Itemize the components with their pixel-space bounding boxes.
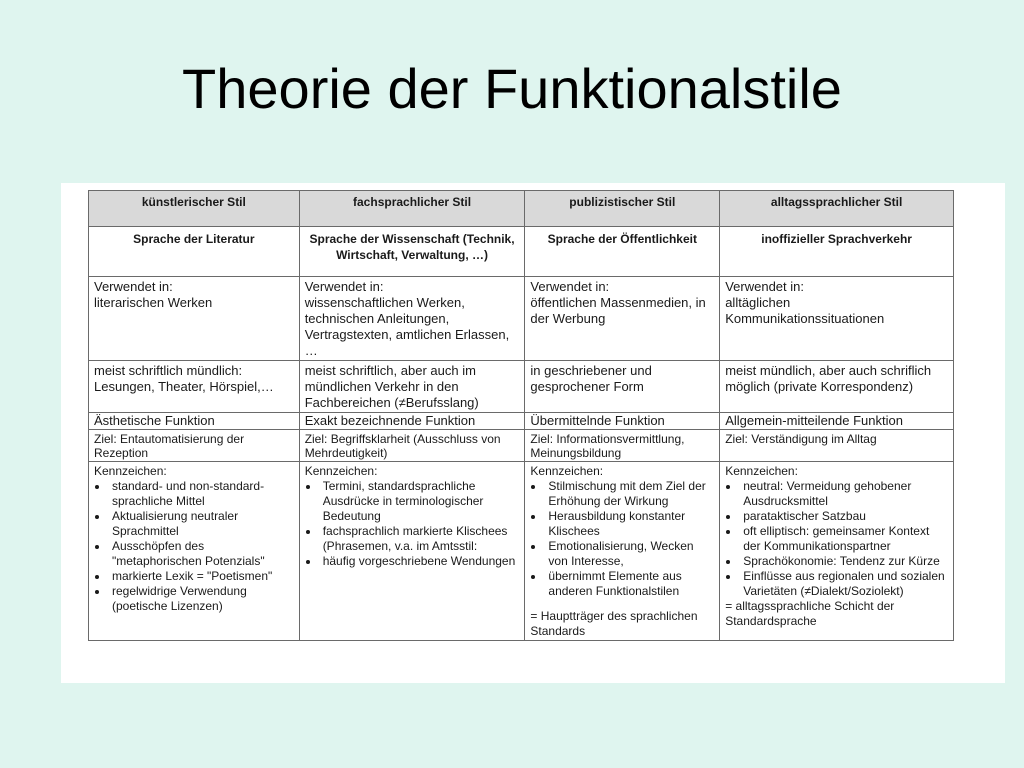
usage-text: öffentlichen Massenmedien, in der Werbung bbox=[530, 295, 706, 326]
usage-title: Verwendet in: bbox=[725, 279, 804, 294]
header-row bbox=[89, 191, 954, 227]
feature-item: • häufig vorgeschriebene Wendungen bbox=[320, 554, 520, 569]
goal-cell: Ziel: Informationsvermittlung, Meinungsbildung bbox=[525, 430, 720, 462]
feature-item: • oft elliptisch: gemeinsamer Kontext der Kommunikationspartner bbox=[740, 524, 948, 554]
feature-item: • neutral: Vermeidung gehobener Ausdrucksmittel bbox=[740, 479, 948, 509]
features-list bbox=[305, 479, 520, 569]
column-header: alltagssprachlicher Stil bbox=[720, 191, 954, 227]
features-list bbox=[725, 479, 948, 599]
functional-styles-table bbox=[88, 190, 954, 641]
mode-cell: in geschriebener und gesprochener Form bbox=[525, 361, 720, 413]
table-panel bbox=[61, 183, 1005, 683]
features-cell bbox=[720, 462, 954, 641]
column-header: publizistischer Stil bbox=[525, 191, 720, 227]
mode-cell: meist mündlich, aber auch schriflich möglich (private Korrespondenz) bbox=[720, 361, 954, 413]
goal-cell: Ziel: Begriffsklarheit (Ausschluss von Mehrdeutigkeit) bbox=[299, 430, 525, 462]
usage-cell bbox=[299, 277, 525, 361]
features-title: Kennzeichen: bbox=[94, 464, 167, 478]
mode-cell: meist schriftlich mündlich: Lesungen, Theater, Hörspiel,… bbox=[89, 361, 300, 413]
feature-item: • parataktischer Satzbau bbox=[740, 509, 948, 524]
features-cell bbox=[299, 462, 525, 641]
usage-text: alltäglichen Kommunikationssituationen bbox=[725, 295, 885, 326]
column-subheader: Sprache der Wissenschaft (Technik, Wirtschaft, Verwaltung, …) bbox=[299, 227, 525, 277]
feature-item: • standard- und non-standard-sprachliche Mittel bbox=[109, 479, 294, 509]
column-subheader: Sprache der Öffentlichkeit bbox=[525, 227, 720, 277]
usage-cell bbox=[525, 277, 720, 361]
usage-text: wissenschaftlichen Werken, technischen Anleitungen, Vertragstexten, amtlichen Erlassen, … bbox=[304, 295, 510, 358]
function-cell: Allgemein-mitteilende Funktion bbox=[720, 413, 954, 430]
features-row bbox=[89, 462, 954, 641]
slide-title: Theorie der Funktionalstile bbox=[182, 57, 842, 120]
usage-title: Verwendet in: bbox=[304, 279, 384, 294]
mode-row bbox=[89, 361, 954, 413]
features-title: Kennzeichen: bbox=[530, 464, 604, 478]
usage-title: Verwendet in: bbox=[94, 279, 173, 294]
feature-item: • Termini, standardsprachliche Ausdrücke in terminologischer Bedeutung bbox=[320, 479, 520, 524]
goal-row bbox=[89, 430, 954, 462]
goal-cell: Ziel: Verständigung im Alltag bbox=[720, 430, 954, 462]
feature-item: • Stilmischung mit dem Ziel der Erhöhung der Wirkung bbox=[545, 479, 714, 509]
function-cell: Exakt bezeichnende Funktion bbox=[299, 413, 525, 430]
features-title: Kennzeichen: bbox=[725, 464, 798, 478]
feature-item: • Emotionalisierung, Wecken von Interesse, bbox=[545, 539, 714, 569]
goal-cell: Ziel: Entautomatisierung der Rezeption bbox=[89, 430, 300, 462]
features-note: = Hauptträger des sprachlichen Standards bbox=[530, 609, 698, 638]
usage-text: literarischen Werken bbox=[94, 295, 213, 310]
feature-item: • Aktualisierung neutraler Sprachmittel bbox=[109, 509, 294, 539]
usage-row bbox=[89, 277, 954, 361]
feature-item: • Sprachökonomie: Tendenz zur Kürze bbox=[740, 554, 948, 569]
subheader-row bbox=[89, 227, 954, 277]
column-subheader: inoffizieller Sprachverkehr bbox=[720, 227, 954, 277]
feature-item: • übernimmt Elemente aus anderen Funktionalstilen bbox=[545, 569, 714, 599]
features-title: Kennzeichen: bbox=[304, 464, 378, 478]
function-row bbox=[89, 413, 954, 430]
feature-item: • Herausbildung konstanter Klischees bbox=[545, 509, 714, 539]
features-note: = alltagssprachliche Schicht der Standardsprache bbox=[725, 599, 895, 628]
function-cell: Ästhetische Funktion bbox=[89, 413, 300, 430]
column-header: fachsprachlicher Stil bbox=[299, 191, 525, 227]
feature-item: • regelwidrige Verwendung (poetische Lizenzen) bbox=[109, 584, 294, 614]
usage-title: Verwendet in: bbox=[530, 279, 610, 294]
feature-item: • fachsprachlich markierte Klischees (Phrasemen, v.a. im Amtsstil: bbox=[320, 524, 520, 554]
mode-cell: meist schriftlich, aber auch im mündlichen Verkehr in den Fachbereichen (≠Berufsslang) bbox=[299, 361, 525, 413]
features-list bbox=[530, 479, 714, 599]
column-subheader: Sprache der Literatur bbox=[89, 227, 300, 277]
features-cell bbox=[525, 462, 720, 641]
feature-item: • markierte Lexik = "Poetismen" bbox=[109, 569, 294, 584]
usage-cell bbox=[720, 277, 954, 361]
usage-cell bbox=[89, 277, 300, 361]
features-cell bbox=[89, 462, 300, 641]
feature-item: • Einflüsse aus regionalen und sozialen Varietäten (≠Dialekt/Soziolekt) bbox=[740, 569, 948, 599]
column-header: künstlerischer Stil bbox=[89, 191, 300, 227]
features-list bbox=[94, 479, 294, 614]
function-cell: Übermittelnde Funktion bbox=[525, 413, 720, 430]
feature-item: • Ausschöpfen des "metaphorischen Potenzials" bbox=[109, 539, 294, 569]
